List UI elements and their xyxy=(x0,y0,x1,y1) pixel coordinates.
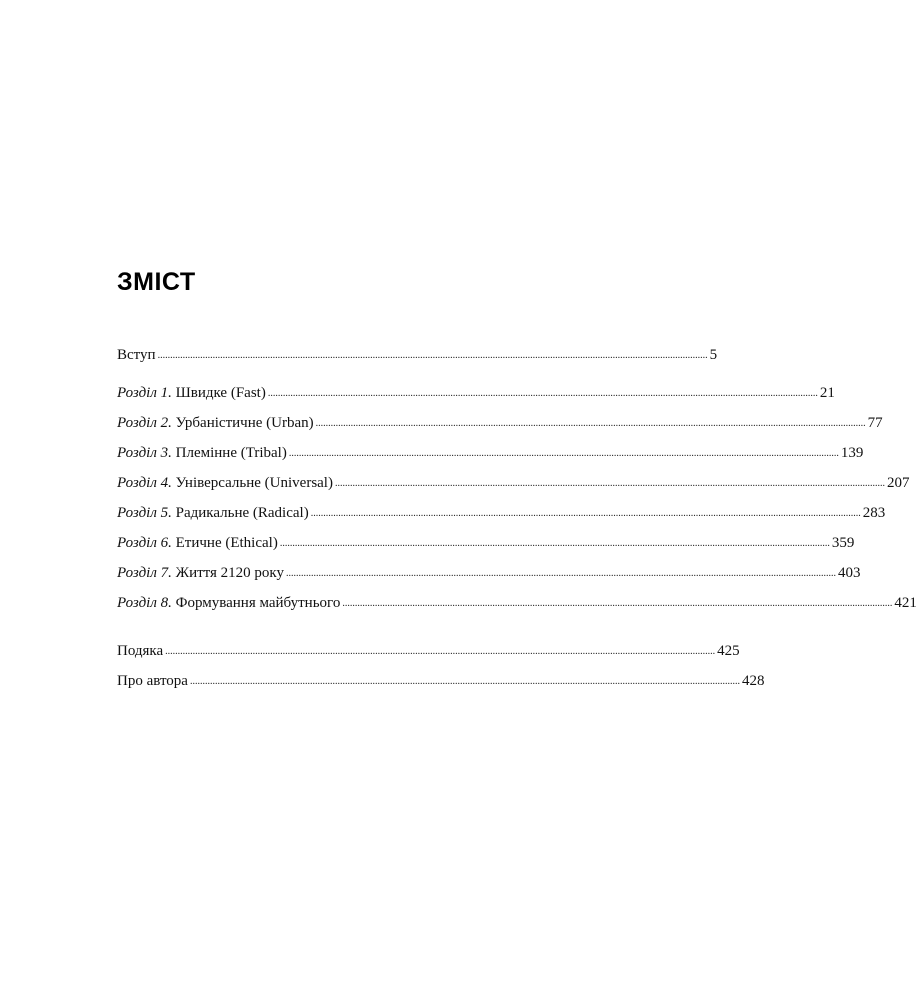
toc-entry-chapter-1[interactable] xyxy=(117,383,835,403)
dot-leader: ............................................................................................................................................................................................................................ xyxy=(315,418,866,429)
dot-leader: ............................................................................................................................................................................................................................ xyxy=(267,388,818,399)
toc-entry-intro[interactable] xyxy=(117,345,718,365)
chapter-title: Радикальне (Radical) xyxy=(171,505,309,521)
toc-entry-page: 421 xyxy=(894,595,917,611)
chapter-prefix: Розділ 4. xyxy=(117,475,172,491)
toc-entry-page: 359 xyxy=(831,535,855,551)
dot-leader: ............................................................................................................................................................................................................................ xyxy=(334,478,885,489)
dot-leader: ............................................................................................................................................................................................................................ xyxy=(288,448,839,459)
chapter-prefix: Розділ 5. xyxy=(117,505,172,521)
toc-entry-chapter-8[interactable] xyxy=(117,593,917,613)
toc-entry-page: 77 xyxy=(867,415,883,431)
toc-entry-page: 403 xyxy=(837,565,861,581)
toc-entry-label: Подяка xyxy=(117,643,164,659)
chapter-prefix: Розділ 3. xyxy=(117,445,172,461)
toc-entry-page: 21 xyxy=(819,385,835,401)
toc-entry-label: Про автора xyxy=(117,673,188,689)
dot-leader: ............................................................................................................................................................................................................................ xyxy=(310,508,861,519)
toc-entry-acknowledgements[interactable] xyxy=(117,641,740,661)
toc-entry-chapter-7[interactable] xyxy=(117,563,861,583)
toc-title: ЗМІСТ xyxy=(117,268,196,296)
dot-leader: ............................................................................................................................................................................................................................ xyxy=(279,538,830,549)
toc-entry-chapter-3[interactable] xyxy=(117,443,864,463)
chapter-title: Урбаністичне (Urban) xyxy=(171,415,314,431)
dot-leader: ............................................................................................................................................................................................................................ xyxy=(342,598,893,609)
dot-leader: ............................................................................................................................................................................................................................ xyxy=(189,676,740,687)
toc-entry-page: 139 xyxy=(840,445,864,461)
toc-entry-chapter-4[interactable] xyxy=(117,473,910,493)
toc-entry-chapter-5[interactable] xyxy=(117,503,886,523)
chapter-prefix: Розділ 1. xyxy=(117,385,172,401)
toc-entry-label: Вступ xyxy=(117,347,156,363)
chapter-title: Племінне (Tribal) xyxy=(171,445,287,461)
dot-leader: ............................................................................................................................................................................................................................ xyxy=(165,646,716,657)
toc-entry-chapter-2[interactable] xyxy=(117,413,883,433)
chapter-prefix: Розділ 6. xyxy=(117,535,172,551)
toc-entry-chapter-6[interactable] xyxy=(117,533,855,553)
chapter-title: Етичне (Ethical) xyxy=(171,535,278,551)
toc-entry-page: 428 xyxy=(741,673,765,689)
table-of-contents xyxy=(117,345,917,691)
chapter-title: Життя 2120 року xyxy=(171,565,284,581)
chapter-prefix: Розділ 8. xyxy=(117,595,172,611)
toc-entry-page: 5 xyxy=(709,347,718,363)
chapter-title: Універсальне (Universal) xyxy=(171,475,333,491)
chapter-title: Формування майбутнього xyxy=(171,595,341,611)
toc-entry-page: 207 xyxy=(886,475,910,491)
dot-leader: ............................................................................................................................................................................................................................ xyxy=(285,568,836,579)
toc-entry-page: 283 xyxy=(862,505,886,521)
toc-entry-page: 425 xyxy=(717,643,740,659)
toc-entry-about-author[interactable] xyxy=(117,671,765,691)
chapter-prefix: Розділ 7. xyxy=(117,565,172,581)
chapter-title: Швидке (Fast) xyxy=(171,385,266,401)
chapter-prefix: Розділ 2. xyxy=(117,415,172,431)
dot-leader: ............................................................................................................................................................................................................................ xyxy=(157,350,708,361)
